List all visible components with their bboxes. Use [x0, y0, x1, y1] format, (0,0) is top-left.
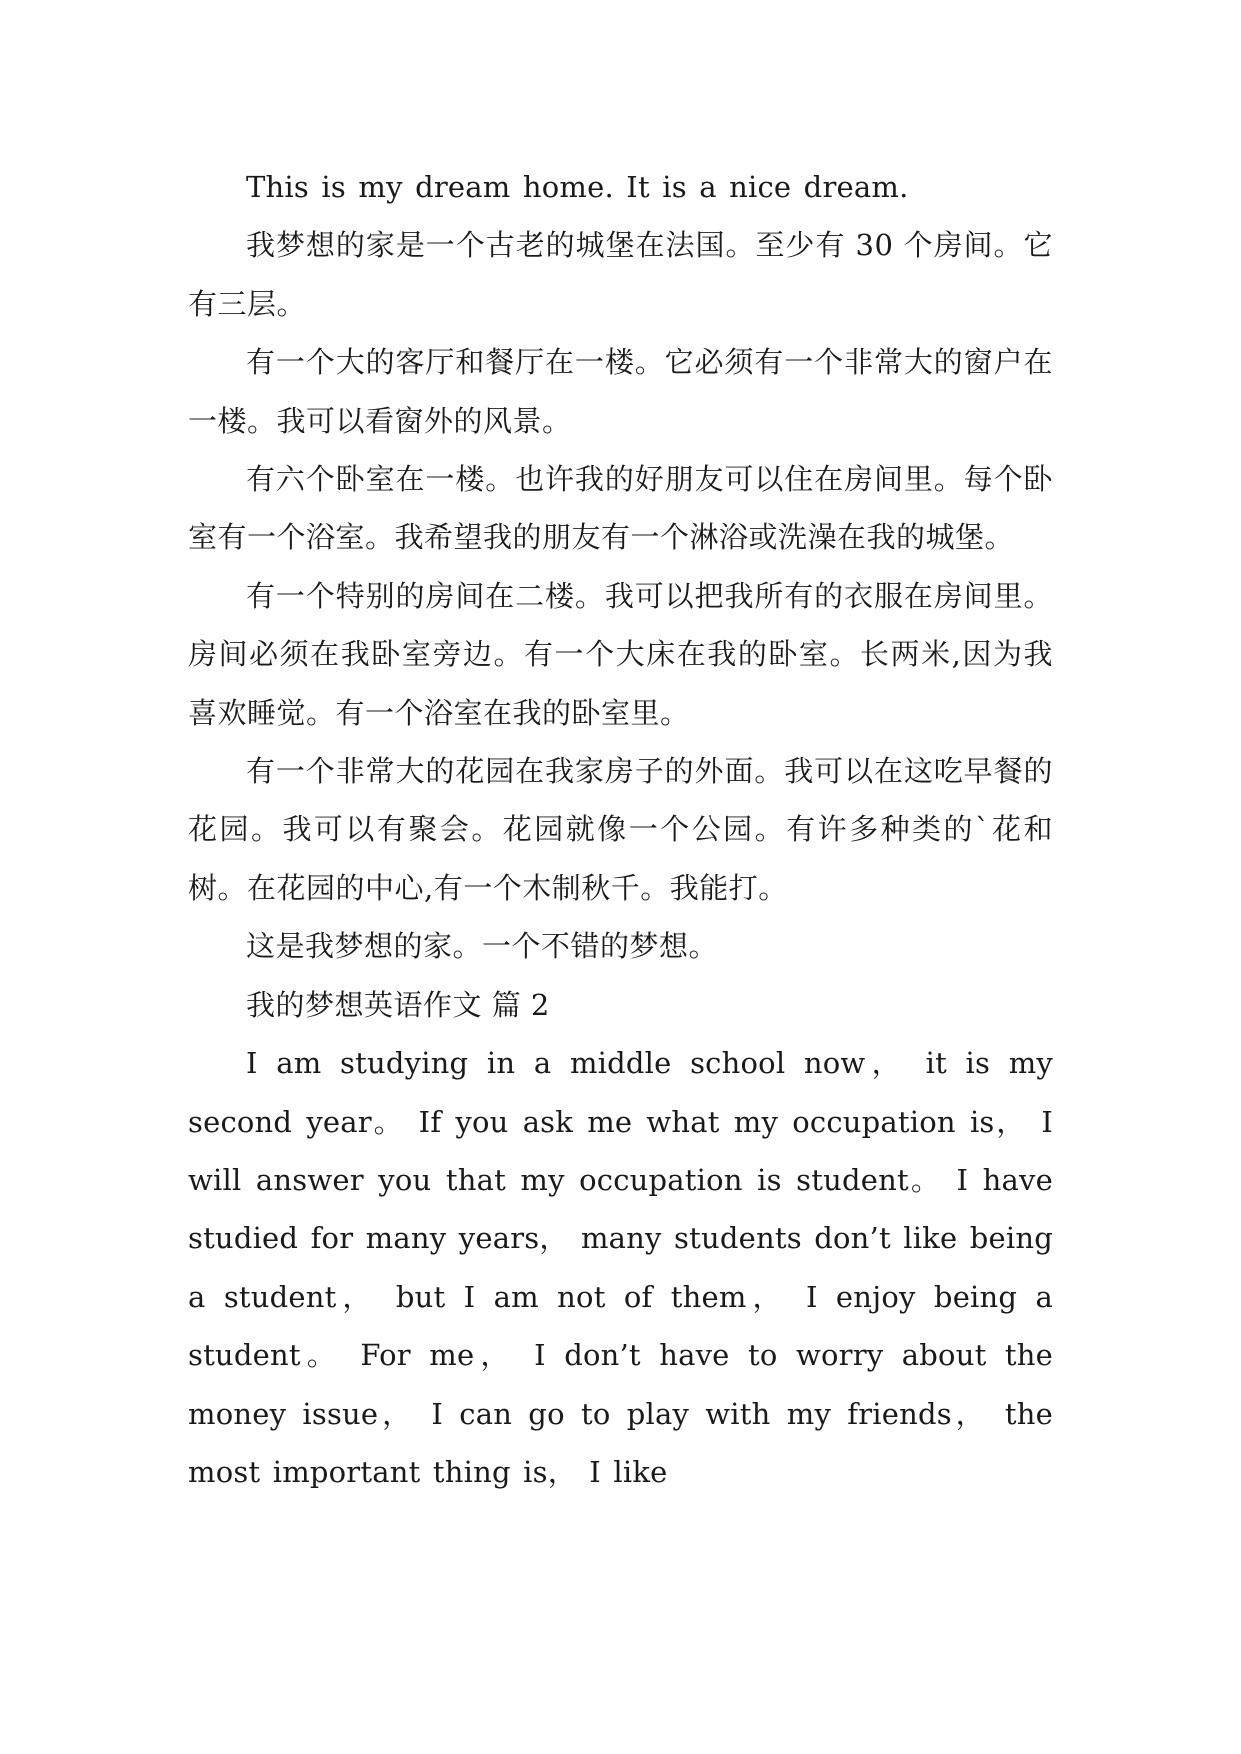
paragraph-living-room: 有一个大的客厅和餐厅在一楼。它必须有一个非常大的窗户在一楼。我可以看窗外的风景。 [188, 345, 1053, 438]
section-heading: 我的梦想英语作文 篇 2 [246, 987, 550, 1022]
paragraph-bedrooms: 有六个卧室在一楼。也许我的好朋友可以住在房间里。每个卧室有一个浴室。我希望我的朋友有一个淋浴或洗澡在我的城堡。 [188, 462, 1053, 555]
paragraph-garden: 有一个非常大的花园在我家房子的外面。我可以在这吃早餐的花园。我可以有聚会。花园就像一个公园。有许多种类的`花和树。在花园的中心,有一个木制秋千。我能打。 [188, 754, 1053, 905]
paragraph-castle: 我梦想的家是一个古老的城堡在法国。至少有 30 个房间。它有三层。 [188, 228, 1053, 321]
document-body [188, 158, 1053, 1501]
paragraph-special-room: 有一个特别的房间在二楼。我可以把我所有的衣服在房间里。房间必须在我卧室旁边。有一个大床在我的卧室。长两米,因为我喜欢睡觉。有一个浴室在我的卧室里。 [188, 578, 1053, 730]
paragraph-conclusion: 这是我梦想的家。一个不错的梦想。 [246, 929, 719, 964]
paragraph-dream-home-intro: This is my dream home. It is a nice dream. [246, 170, 909, 204]
paragraph-student: I am studying in a middle school now， it is my second year。 If you ask me what my occupation is， I will answer you that my occupation is student。 I have studied for many years， many students don’t like being a student， but I am not of them， I enjoy being a student。 For me， I don’t have to worry about the money issue， I can go to play with my friends， the most important thing is， I like [188, 1046, 1053, 1489]
